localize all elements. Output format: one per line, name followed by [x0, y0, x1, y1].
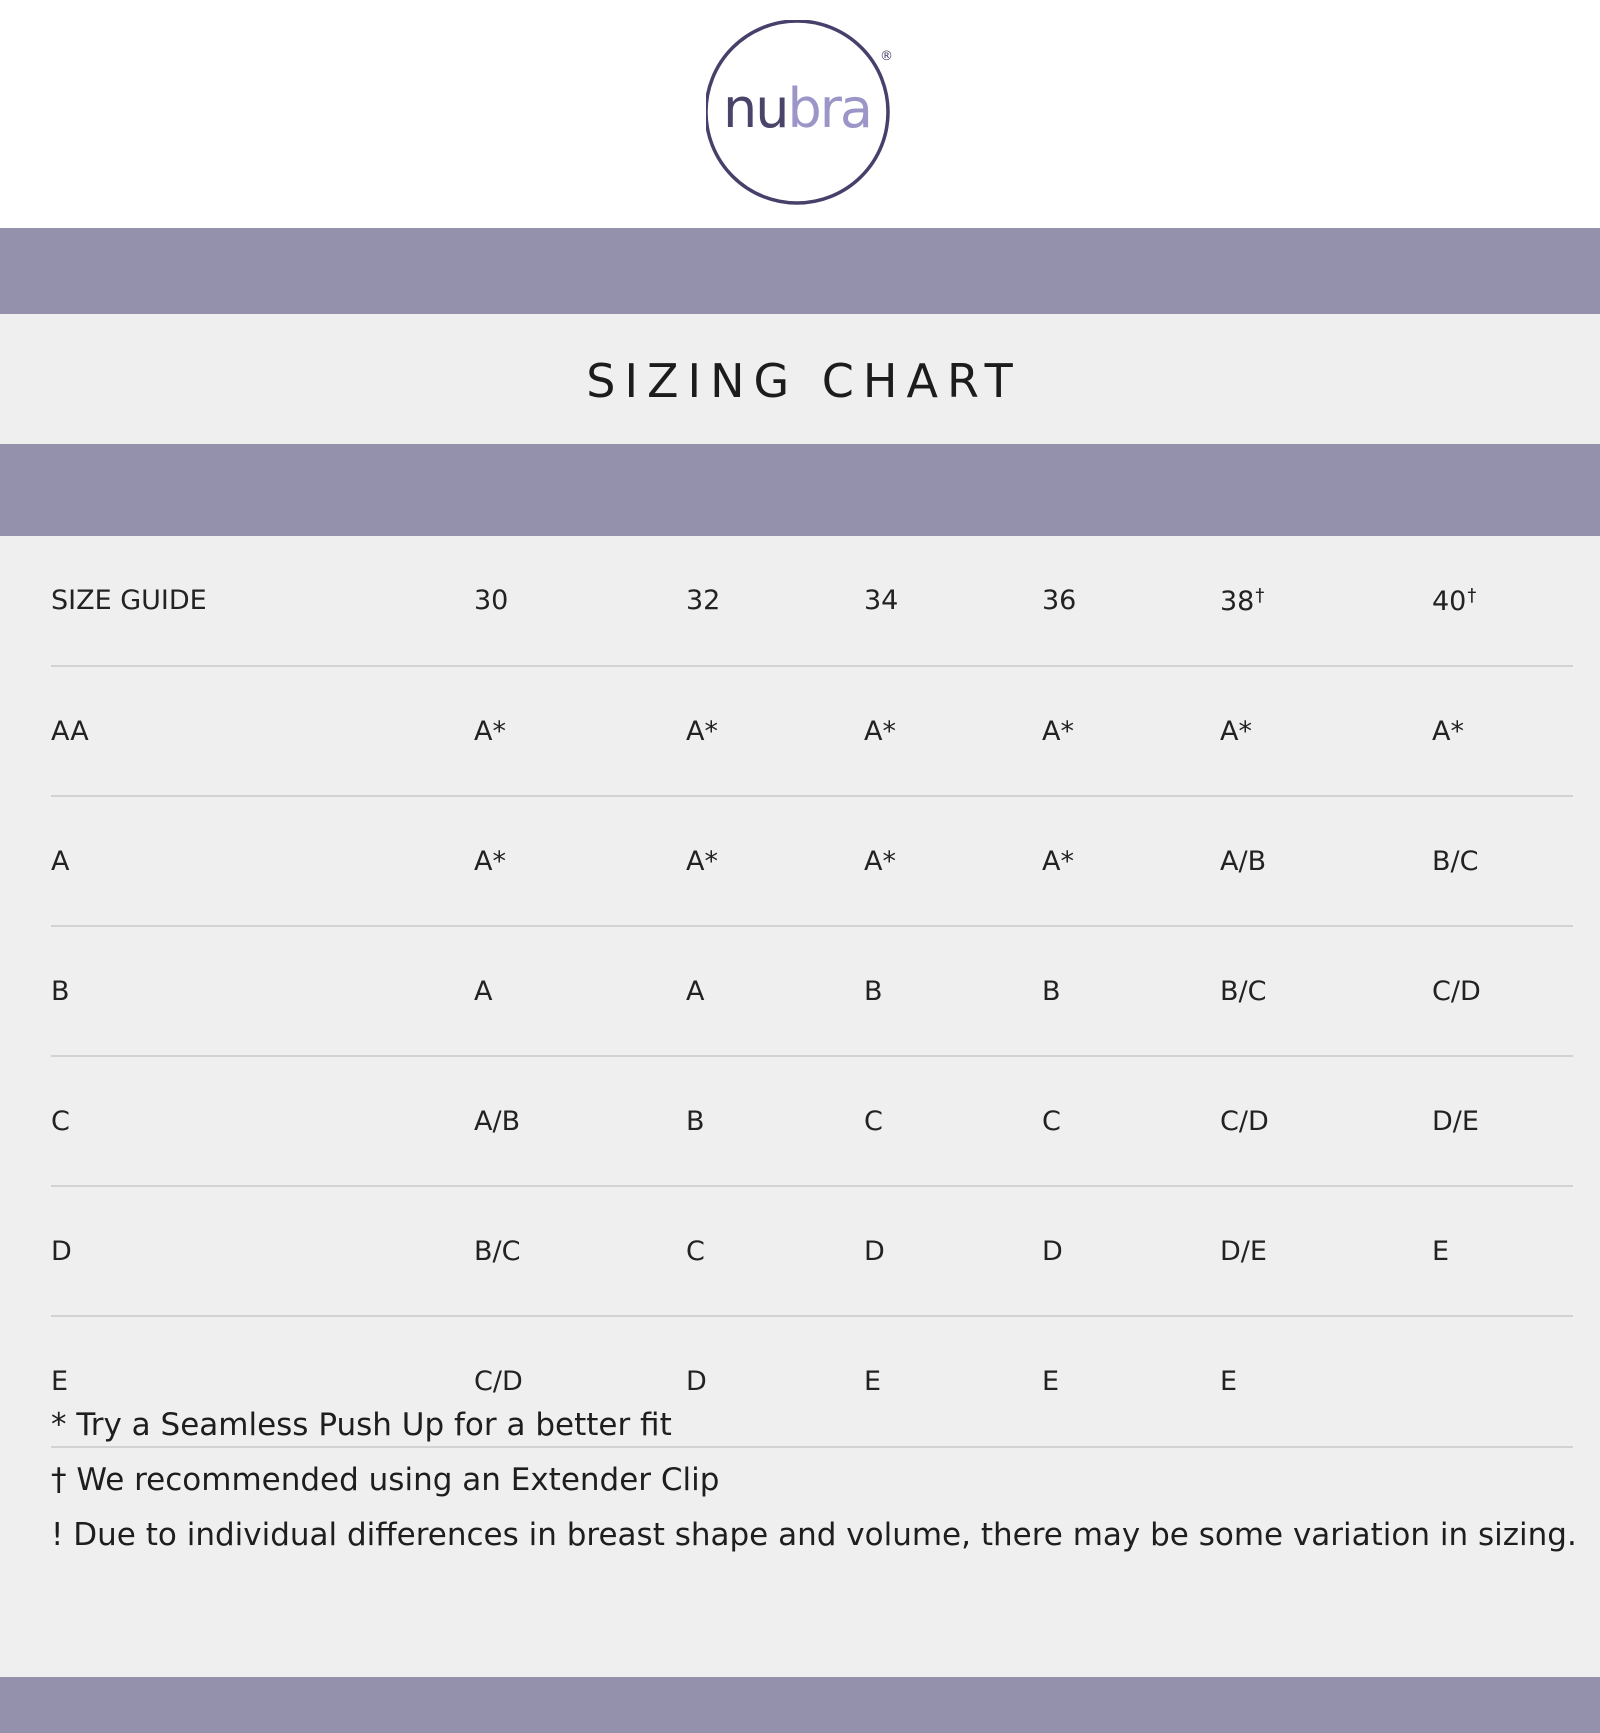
table-cell: A*: [1220, 715, 1252, 747]
row-label: E: [51, 1366, 69, 1397]
table-cell: B: [864, 975, 883, 1007]
table-cell: D: [1042, 1235, 1063, 1267]
nubra-logo: [706, 20, 896, 210]
table-cell: E: [1042, 1366, 1060, 1397]
table-cell: A*: [1042, 845, 1074, 877]
table-cell: C: [1042, 1105, 1061, 1137]
registered-mark: ®: [880, 49, 893, 64]
table-cell: A*: [474, 845, 506, 877]
table-cell: D: [686, 1366, 707, 1397]
table-cell: D/E: [1432, 1105, 1479, 1137]
table-cell: A*: [686, 715, 718, 747]
table-cell: A: [474, 975, 493, 1007]
logo-header: [0, 0, 1600, 228]
table-cell: A*: [1042, 715, 1074, 747]
table-cell: A*: [864, 845, 896, 877]
table-cell: C/D: [1432, 975, 1481, 1007]
table-cell: E: [864, 1366, 882, 1397]
footnotes: [51, 1398, 1577, 1563]
table-cell: E: [1220, 1366, 1238, 1397]
column-header: 40†: [1432, 584, 1477, 617]
sizing-table: [51, 536, 1573, 1448]
column-header: 36: [1042, 585, 1077, 616]
page-title: SIZING CHART: [586, 354, 1022, 408]
table-cell: A/B: [1220, 845, 1267, 877]
table-cell: A: [686, 975, 705, 1007]
top-band: [0, 228, 1600, 314]
logo-wordmark: nubra: [722, 77, 872, 140]
sizing-table-panel: [0, 536, 1600, 1677]
dagger-mark: †: [1255, 584, 1265, 606]
bottom-band: [0, 1677, 1600, 1733]
size-guide-header: SIZE GUIDE: [51, 585, 207, 616]
table-cell: B: [686, 1105, 705, 1137]
row-label: C: [51, 1105, 70, 1137]
footnote-extender-clip: † We recommended using an Extender Clip: [51, 1462, 720, 1498]
table-cell: E: [1432, 1235, 1450, 1267]
table-row: [51, 667, 1573, 797]
table-cell: B/C: [474, 1235, 521, 1267]
row-label: AA: [51, 715, 89, 747]
row-label: B: [51, 975, 70, 1007]
column-header: 38†: [1220, 584, 1265, 617]
table-cell: A*: [474, 715, 506, 747]
table-cell: A*: [864, 715, 896, 747]
table-row: [51, 1187, 1573, 1317]
table-cell: B: [1042, 975, 1061, 1007]
table-cell: C: [864, 1105, 883, 1137]
table-cell: A*: [686, 845, 718, 877]
column-header: 32: [686, 585, 721, 616]
title-area: [0, 314, 1600, 444]
table-row: [51, 1057, 1573, 1187]
column-header: 34: [864, 585, 899, 616]
middle-band: [0, 444, 1600, 536]
footnote-push-up: * Try a Seamless Push Up for a better fit: [51, 1407, 672, 1443]
table-cell: D/E: [1220, 1235, 1267, 1267]
table-row: [51, 797, 1573, 927]
table-cell: D: [864, 1235, 885, 1267]
row-label: A: [51, 845, 70, 877]
table-cell: C/D: [474, 1366, 523, 1397]
row-label: D: [51, 1235, 72, 1267]
table-header-row: [51, 536, 1573, 667]
table-row: [51, 927, 1573, 1057]
footnote-sizing-variation: ! Due to individual differences in breast shape and volume, there may be some variation in sizing.: [51, 1517, 1577, 1553]
table-cell: B/C: [1220, 975, 1267, 1007]
column-header: 30: [474, 585, 509, 616]
table-cell: C: [686, 1235, 705, 1267]
dagger-mark: †: [1467, 584, 1477, 606]
table-cell: B/C: [1432, 845, 1479, 877]
table-cell: A/B: [474, 1105, 521, 1137]
table-cell: C/D: [1220, 1105, 1269, 1137]
table-cell: A*: [1432, 715, 1464, 747]
